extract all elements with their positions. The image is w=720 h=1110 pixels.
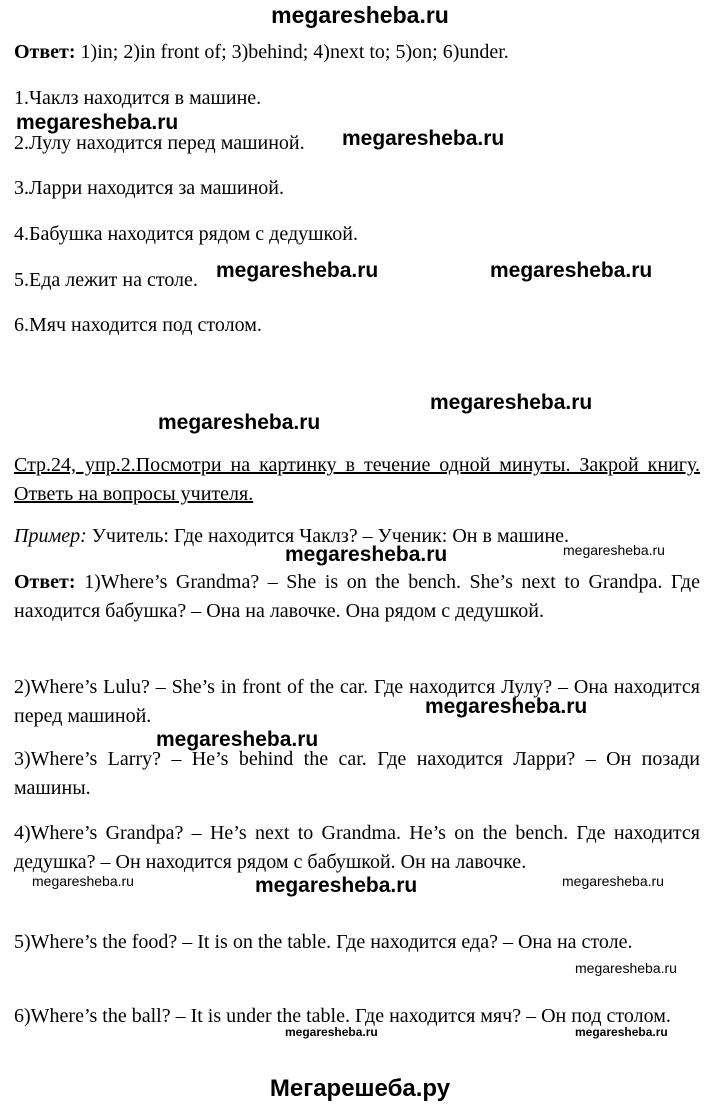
watermark: megaresheba.ru xyxy=(156,728,319,751)
site-footer: Мегарешеба.ру xyxy=(269,1075,451,1102)
answer-2-item-2: 2)Where’s Lulu? – She’s in front of the car. Где находится Лулу? – Она находится перед машиной. xyxy=(14,676,700,727)
watermark: megaresheba.ru xyxy=(342,127,505,150)
translation-1: 1.Чаклз находится в машине. xyxy=(14,87,262,109)
watermark: megaresheba.ru xyxy=(158,411,321,434)
watermark: megaresheba.ru xyxy=(425,695,588,718)
watermark: megaresheba.ru xyxy=(285,1025,378,1039)
translation-5: 5.Еда лежит на столе. xyxy=(14,269,198,291)
watermark: megaresheba.ru xyxy=(575,1025,668,1039)
watermark: megaresheba.ru xyxy=(490,259,653,282)
answer-label: Ответ: xyxy=(14,41,76,63)
watermark: megaresheba.ru xyxy=(563,542,665,558)
answer-item: 1)Where’s Grandma? – She is on the bench. She’s next to Grandpa. Где находится бабушка? – Она на лавочке. Она рядом с дедушкой. xyxy=(14,571,700,622)
answer-2-item-3: 3)Where’s Larry? – He’s behind the car. Где находится Ларри? – Он позади машины. xyxy=(14,748,700,799)
translation-3: 3.Ларри находится за машиной. xyxy=(14,177,285,199)
answer-2-item-5: 5)Where’s the food? – It is on the table. Где находится еда? – Она на столе. xyxy=(14,931,633,953)
watermark: megaresheba.ru xyxy=(575,960,677,976)
watermark: megaresheba.ru xyxy=(216,259,379,282)
answer-2-item-6: 6)Where’s the ball? – It is under the table. Где находится мяч? – Он под столом. xyxy=(14,1005,671,1027)
answer-2-item-1 xyxy=(14,568,700,626)
example-label: Пример: xyxy=(14,525,87,547)
answer-text: 1)in; 2)in front of; 3)behind; 4)next to; 5)on; 6)under. xyxy=(75,41,509,63)
answer-label: Ответ: xyxy=(14,571,76,593)
answer-2-item-4: 4)Where’s Grandpa? – He’s next to Grandma. He’s on the bench. Где находится дедушка? – Он находится рядом с бабушкой. Он на лавочке. xyxy=(14,822,700,873)
translation-6: 6.Мяч находится под столом. xyxy=(14,314,262,336)
watermark: megaresheba.ru xyxy=(562,873,664,889)
watermark: megaresheba.ru xyxy=(430,391,593,414)
translation-4: 4.Бабушка находится рядом с дедушкой. xyxy=(14,223,358,245)
site-header: megaresheba.ru xyxy=(271,2,449,28)
watermark: megaresheba.ru xyxy=(255,874,418,897)
watermark: megaresheba.ru xyxy=(32,873,134,889)
answer-1 xyxy=(14,38,700,67)
watermark: megaresheba.ru xyxy=(285,543,448,566)
example-text: Учитель: Где находится Чаклз? – Ученик: Он в машине. xyxy=(86,525,570,547)
translation-2: 2.Лулу находится перед машиной. xyxy=(14,132,305,154)
watermark: megaresheba.ru xyxy=(16,111,179,134)
task-title: Стр.24, упр.2.Посмотри на картинку в течение одной минуты. Закрой книгу. Ответь на вопросы учителя. xyxy=(14,454,700,505)
